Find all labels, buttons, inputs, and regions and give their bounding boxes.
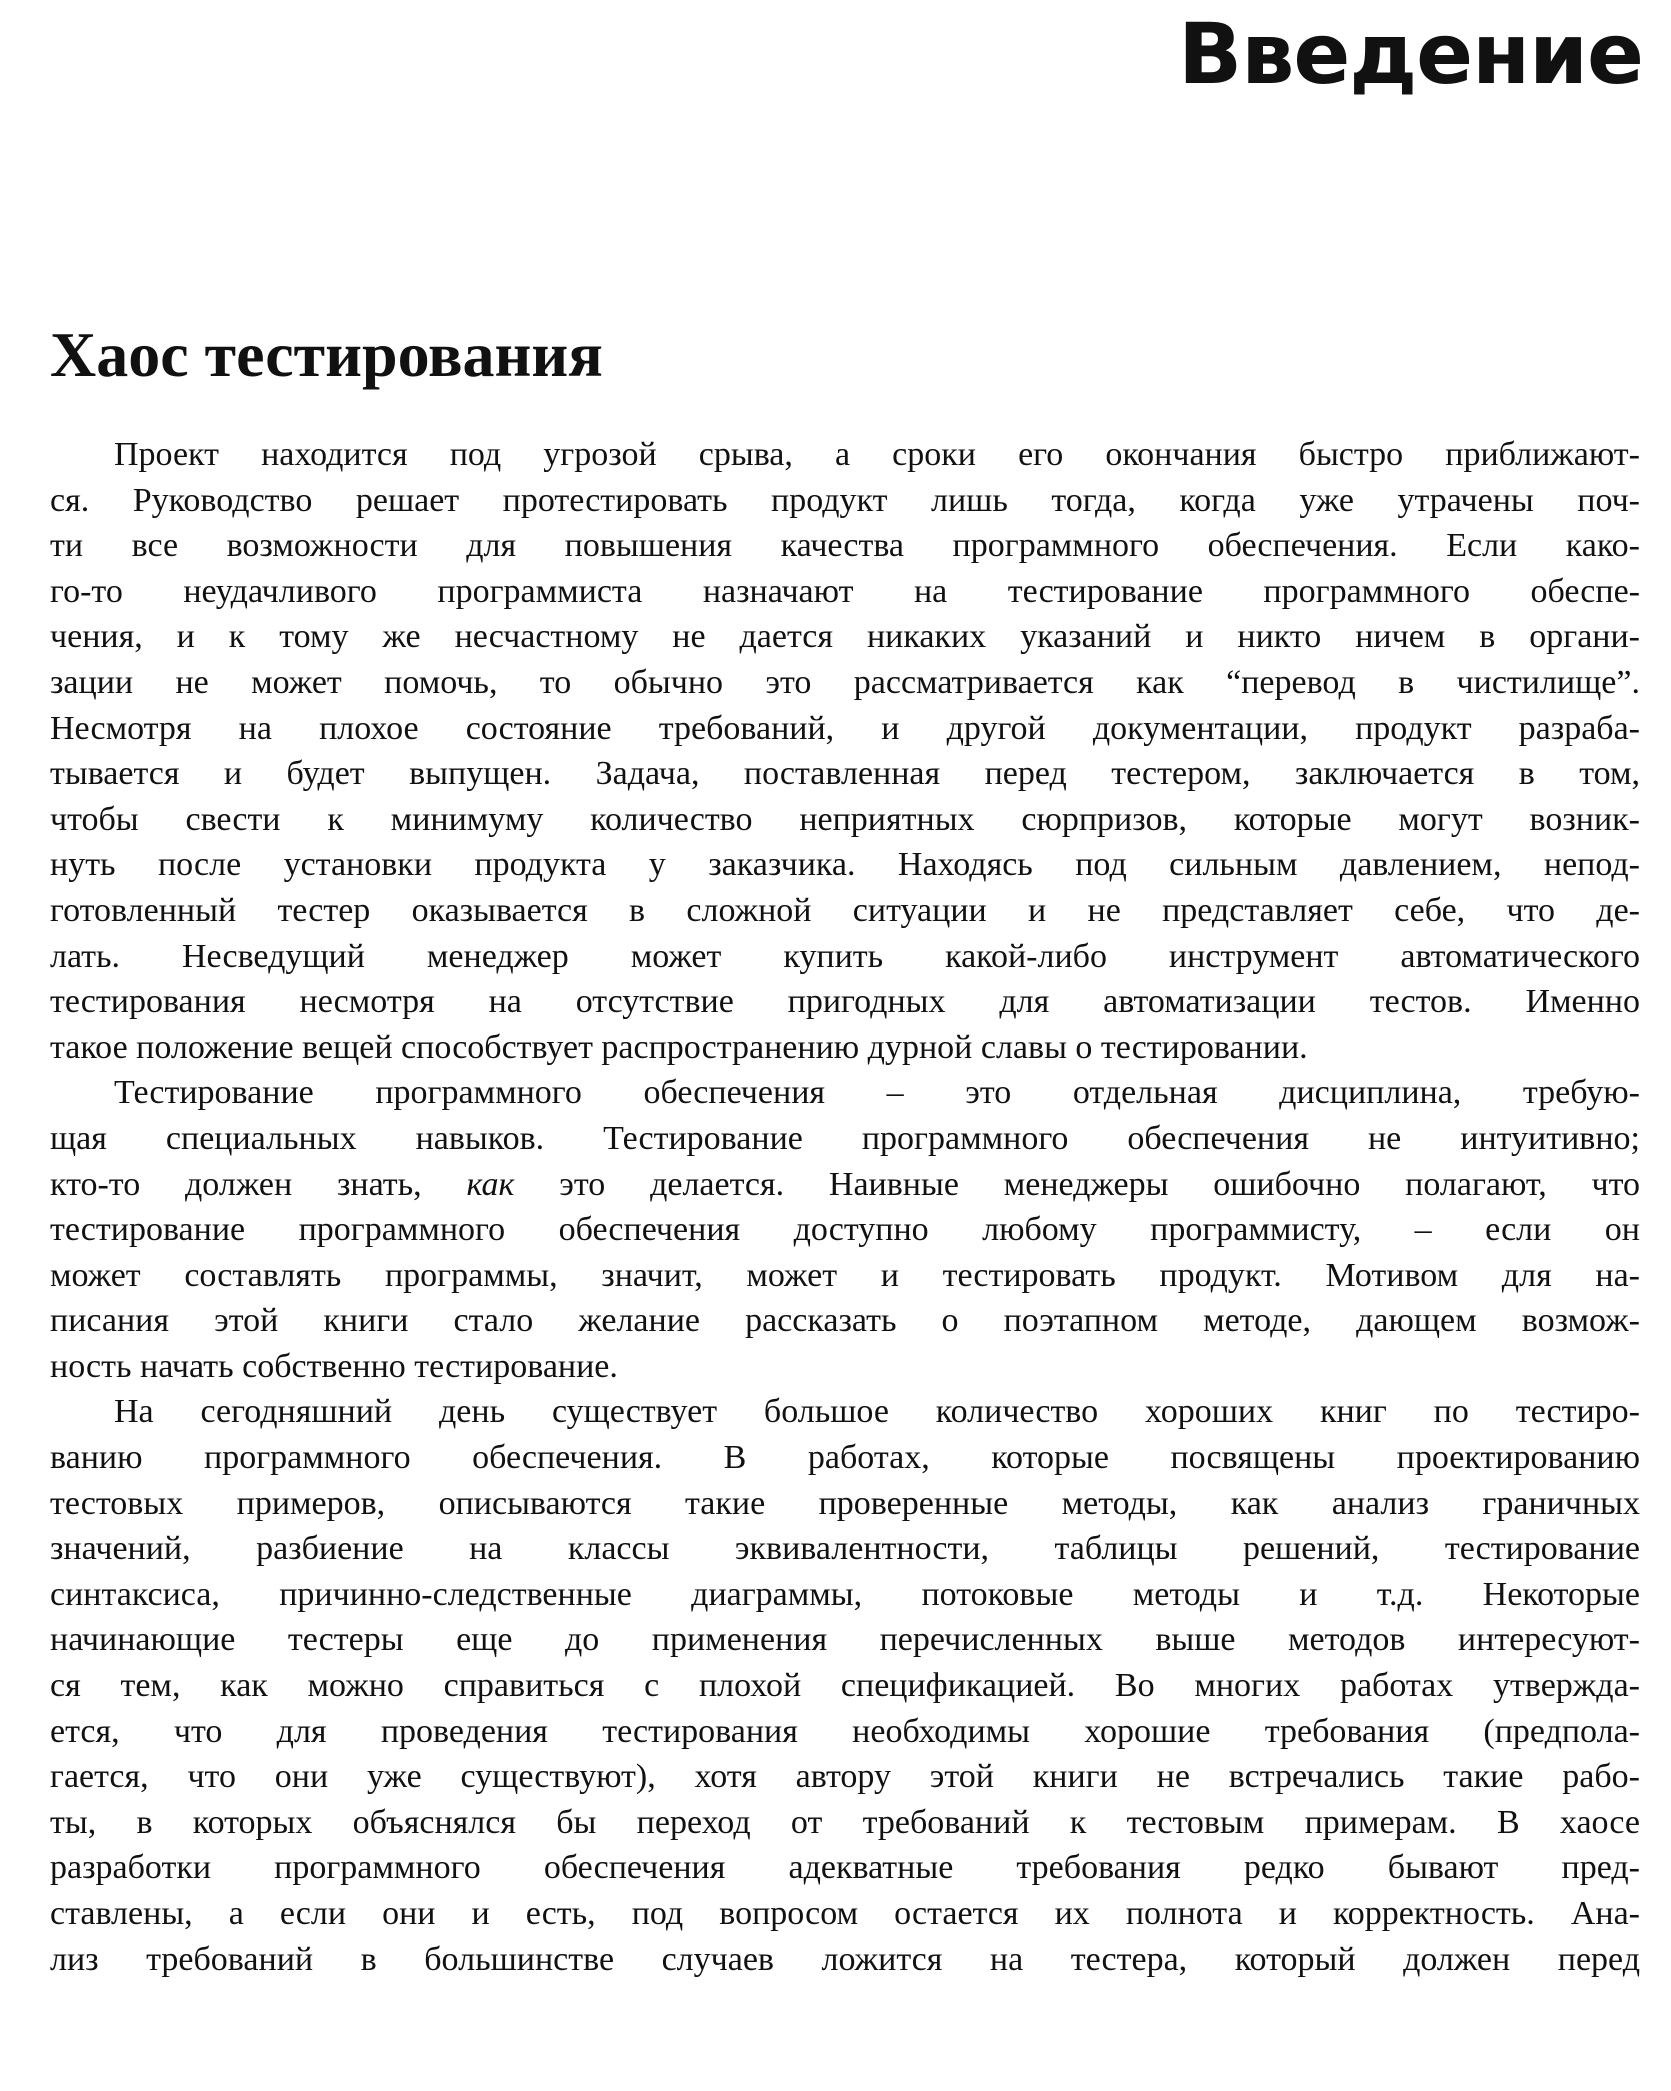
text-line: тывается и будет выпущен. Задача, поставленная перед тестером, заключается в том, bbox=[50, 755, 1640, 793]
section-title: Хаос тестирования bbox=[50, 319, 603, 390]
italic-emphasis: как bbox=[466, 1165, 515, 1203]
text-line: ся. Руководство решает протестировать продукт лишь тогда, когда уже утрачены поч- bbox=[50, 481, 1640, 519]
text-line: щая специальных навыков. Тестирование программного обеспечения не интуитивно; bbox=[50, 1119, 1640, 1157]
text-line: тестовых примеров, описываются такие проверенные методы, как анализ граничных bbox=[50, 1484, 1640, 1522]
text-line: может составлять программы, значит, может и тестировать продукт. Мотивом для на- bbox=[50, 1256, 1640, 1294]
text-line: ность начать собственно тестирование. bbox=[50, 1347, 618, 1385]
text-line: ставлены, а если они и есть, под вопросом остается их полнота и корректность. Ана- bbox=[50, 1895, 1640, 1932]
text-line: чтобы свести к минимуму количество неприятных сюрпризов, которые могут возник- bbox=[50, 800, 1640, 838]
text-segment: кто-то должен знать, bbox=[50, 1165, 422, 1203]
text-line: начинающие тестеры еще до применения перечисленных выше методов интересуют- bbox=[50, 1621, 1640, 1659]
text-line: лать. Несведущий менеджер может купить какой-либо инструмент автоматического bbox=[50, 937, 1640, 975]
text-line: На сегодняшний день существует большое количество хороших книг по тестиро- bbox=[114, 1393, 1640, 1431]
text-line: Проект находится под угрозой срыва, а сроки его окончания быстро приближают- bbox=[114, 436, 1640, 473]
text-line: Несмотря на плохое состояние требований, и другой документации, продукт разраба- bbox=[50, 709, 1640, 747]
text-line: синтаксиса, причинно-следственные диаграммы, потоковые методы и т.д. Некоторые bbox=[50, 1575, 1640, 1613]
text-line-mixed bbox=[50, 1162, 1640, 1208]
text-line: ты, в которых объяснялся бы переход от требований к тестовым примерам. В хаосе bbox=[50, 1803, 1640, 1841]
text-line: разработки программного обеспечения адекватные требования редко бывают пред- bbox=[50, 1849, 1640, 1887]
text-line: ется, что для проведения тестирования необходимы хорошие требования (предпола- bbox=[50, 1712, 1640, 1750]
text-line: ванию программного обеспечения. В работах, которые посвящены проектированию bbox=[50, 1439, 1640, 1477]
text-line: такое положение вещей способствует распространению дурной славы о тестировании. bbox=[50, 1028, 1308, 1066]
text-line: тестирование программного обеспечения доступно любому программисту, – если он bbox=[50, 1211, 1640, 1249]
text-line: го-то неудачливого программиста назначают на тестирование программного обеспе- bbox=[50, 572, 1640, 610]
text-line: Тестирование программного обеспечения – это отдельная дисциплина, требую- bbox=[114, 1074, 1640, 1112]
body-text bbox=[50, 432, 1640, 1982]
text-segment: это делается. Наивные менеджеры ошибочно полагают, что bbox=[559, 1165, 1641, 1203]
text-line: писания этой книги стало желание рассказать о поэтапном методе, дающем возмож- bbox=[50, 1302, 1640, 1340]
text-line: значений, разбиение на классы эквивалентности, таблицы решений, тестирование bbox=[50, 1530, 1640, 1568]
text-line: лиз требований в большинстве случаев ложится на тестера, который должен перед bbox=[50, 1940, 1640, 1978]
text-line: тестирования несмотря на отсутствие пригодных для автоматизации тестов. Именно bbox=[50, 983, 1640, 1021]
text-line: готовленный тестер оказывается в сложной ситуации и не представляет себе, что де- bbox=[50, 891, 1640, 929]
chapter-title: Введение bbox=[1178, 5, 1643, 103]
text-line: нуть после установки продукта у заказчика. Находясь под сильным давлением, непод- bbox=[50, 846, 1640, 884]
text-line: гается, что они уже существуют), хотя автору этой книги не встречались такие рабо- bbox=[50, 1758, 1640, 1796]
text-line: ся тем, как можно справиться с плохой спецификацией. Во многих работах утвержда- bbox=[50, 1667, 1640, 1705]
text-line: ти все возможности для повышения качества программного обеспечения. Если како- bbox=[50, 527, 1640, 565]
text-line: чения, и к тому же несчастному не дается никаких указаний и никто ничем в органи- bbox=[50, 618, 1640, 656]
text-line: зации не может помочь, то обычно это рассматривается как “перевод в чистилище”. bbox=[50, 663, 1640, 701]
